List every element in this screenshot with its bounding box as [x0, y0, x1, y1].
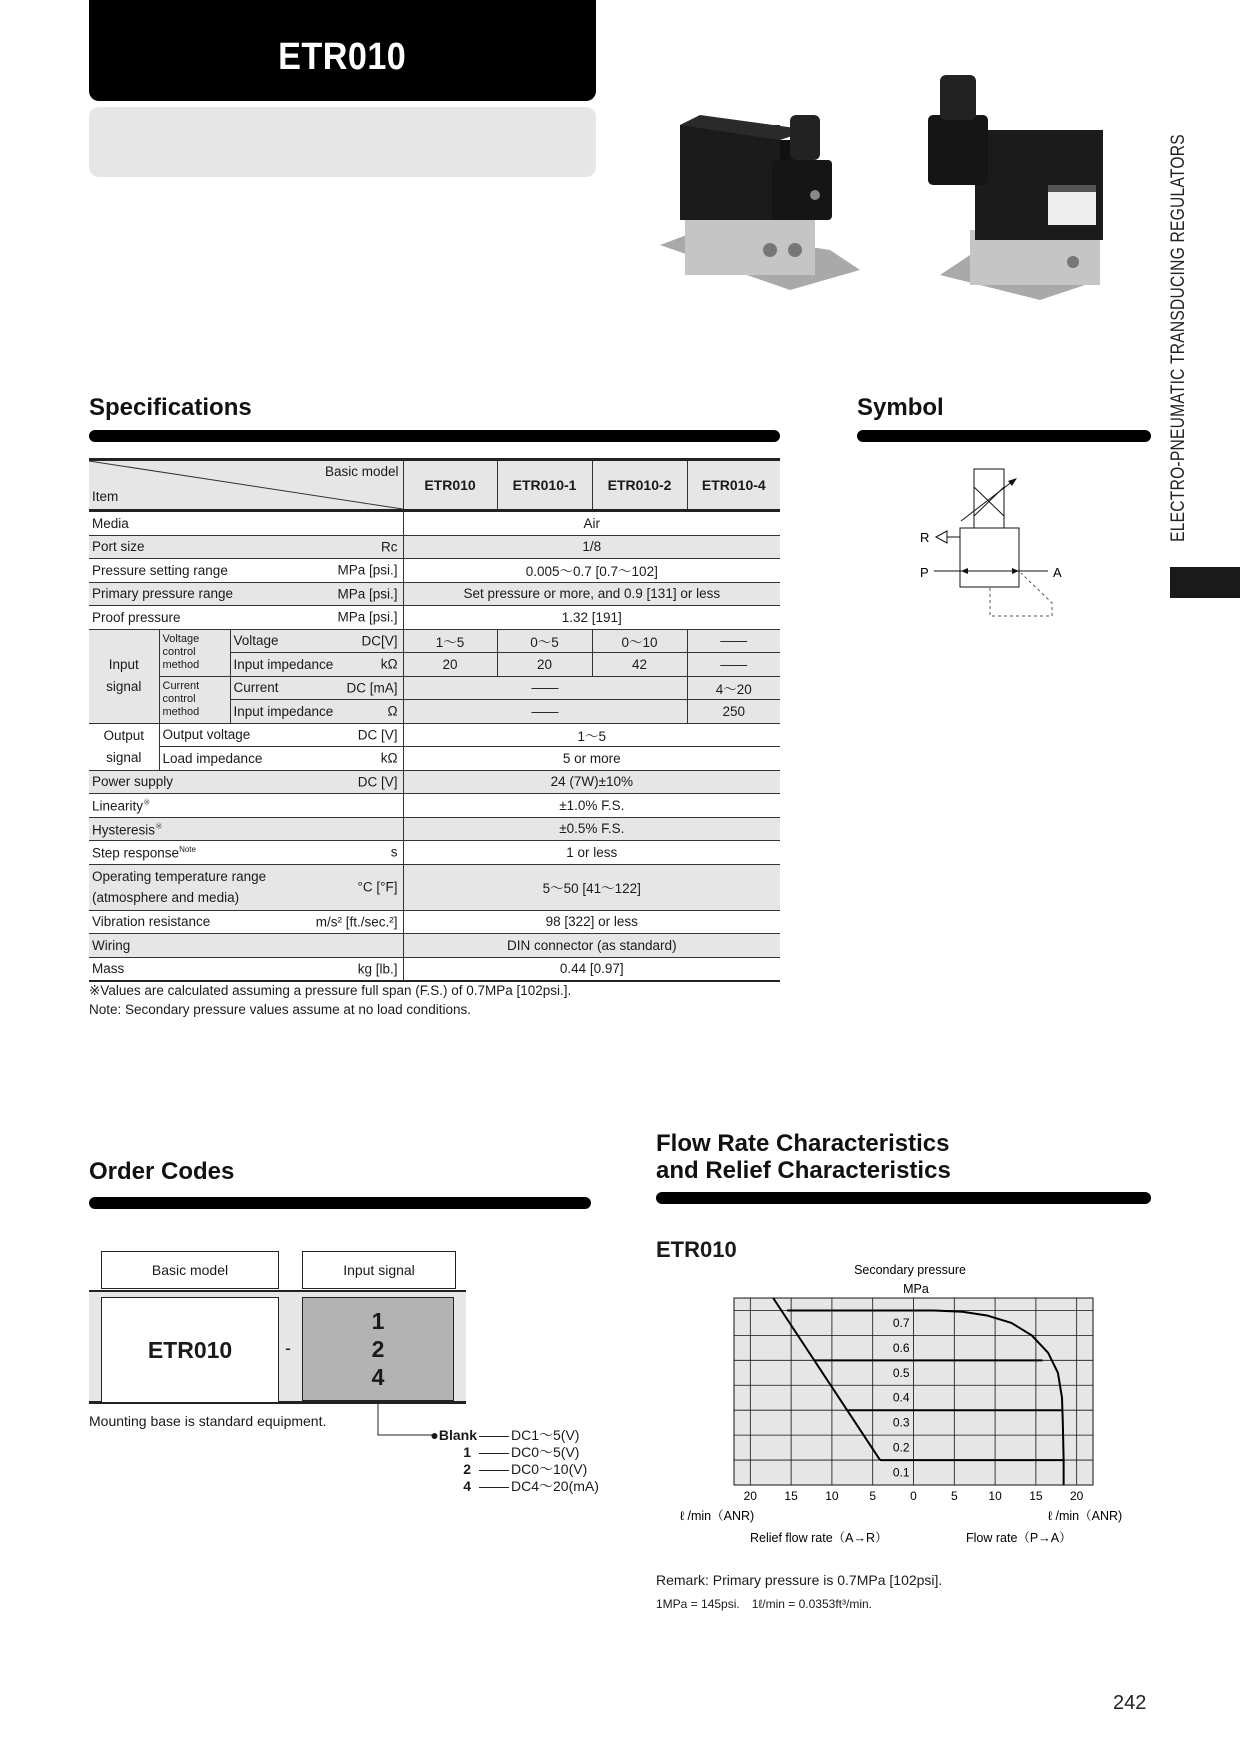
cell-value: 0～5 — [497, 629, 592, 653]
row-label: Media — [89, 511, 403, 536]
row-value: 0.005～0.7 [0.7～102] — [403, 559, 780, 583]
port-r-label: R — [920, 530, 930, 545]
row-label: Input impedance kΩ — [230, 653, 403, 677]
row-label: Wiring — [89, 934, 403, 958]
input-signal-group: Input signal — [89, 629, 159, 723]
row-label: Proof pressure MPa [psi.] — [89, 606, 403, 630]
y-tick-label: 0.7 — [892, 1315, 910, 1330]
y-axis-label: Secondary pressure — [854, 1263, 966, 1277]
row-value: 5～50 [41～122] — [403, 864, 780, 910]
row-value: Set pressure or more, and 0.9 [131] or less — [403, 582, 780, 606]
model-header: ETR010 — [403, 460, 497, 511]
table-row — [89, 582, 780, 606]
table-row — [89, 957, 780, 981]
x-tick-label: 10 — [825, 1489, 839, 1503]
row-value: ±1.0% F.S. — [403, 794, 780, 818]
row-value: DIN connector (as standard) — [403, 934, 780, 958]
legend-item: 2 DC0～10(V) — [463, 1461, 588, 1477]
flow-heading-line2: and Relief Characteristics — [656, 1157, 951, 1184]
chart-title: ETR010 — [656, 1237, 737, 1262]
row-label: Input impedance Ω — [230, 700, 403, 724]
port-p-label: P — [920, 565, 929, 580]
cell-value: ―― — [687, 629, 780, 653]
signal-code: 1 — [371, 1308, 385, 1334]
y-tick-label: 0.5 — [892, 1365, 910, 1380]
cell-value: ―― — [403, 700, 687, 724]
order-codes-rule — [89, 1197, 591, 1209]
cell-value: 20 — [497, 653, 592, 677]
cell-value: 42 — [592, 653, 687, 677]
corner-item: Item — [92, 489, 119, 504]
product-title: ETR010 — [278, 36, 407, 78]
row-label: Load impedance kΩ — [159, 747, 403, 771]
symbol-rule — [857, 430, 1151, 442]
row-value: 1.32 [191] — [403, 606, 780, 630]
row-value: ±0.5% F.S. — [403, 817, 780, 841]
x-tick-label: 5 — [869, 1489, 877, 1503]
flow-rule — [656, 1192, 1151, 1204]
specifications-heading: Specifications — [89, 394, 252, 421]
table-row — [89, 723, 780, 747]
row-value: 1/8 — [403, 535, 780, 559]
table-row — [89, 841, 780, 865]
cell-value: 0～10 — [592, 629, 687, 653]
signal-code: 2 — [371, 1336, 385, 1362]
spec-notes — [89, 981, 571, 1019]
model-header: ETR010-2 — [592, 460, 687, 511]
table-row — [89, 629, 780, 653]
x-tick-label: 20 — [1070, 1489, 1084, 1503]
row-label: Pressure setting range MPa [psi.] — [89, 559, 403, 583]
input-signal-label-box: Input signal — [302, 1251, 456, 1289]
order-codes-heading: Order Codes — [89, 1158, 235, 1185]
table-row — [89, 559, 780, 583]
table-header-row — [89, 460, 780, 511]
row-label: Hysteresis※ — [89, 817, 403, 841]
row-value: 1～5 — [403, 723, 780, 747]
x-label-right: Flow rate（P→A） — [966, 1531, 1072, 1545]
row-label: Power supply DC [V] — [89, 770, 403, 794]
legend-item: 1 DC0～5(V) — [463, 1444, 580, 1460]
order-model-box: ETR010 — [101, 1297, 279, 1403]
y-tick-label: 0.1 — [892, 1465, 910, 1480]
table-row — [89, 794, 780, 818]
row-label: Linearity※ — [89, 794, 403, 818]
chart-remark: Remark: Primary pressure is 0.7MPa [102psi]. — [656, 1572, 943, 1588]
y-tick-label: 0.3 — [892, 1415, 910, 1430]
unit-conversion: 1MPa = 145psi. 1ℓ/min = 0.0353ft³/min. — [656, 1597, 872, 1611]
row-label: Step response$^{Note}$ s — [89, 841, 403, 865]
mounting-note: Mounting base is standard equipment. — [89, 1413, 327, 1429]
basic-model-label-box: Basic model — [101, 1251, 279, 1289]
x-tick-label: 20 — [743, 1489, 757, 1503]
footnote-fs: ※Values are calculated assuming a pressure full span (F.S.) of 0.7MPa [102psi.]. — [89, 983, 572, 998]
port-a-label: A — [1053, 565, 1062, 580]
voltage-control-method: Voltage control method — [159, 629, 230, 676]
current-control-method: Current control method — [159, 676, 230, 723]
row-label: Primary pressure range MPa [psi.] — [89, 582, 403, 606]
table-row — [89, 747, 780, 771]
output-signal-group: Output signal — [89, 723, 159, 770]
cell-value: 250 — [687, 700, 780, 724]
table-row — [89, 676, 780, 700]
table-row — [89, 535, 780, 559]
y-tick-label: 0.2 — [892, 1440, 910, 1455]
cell-value: 1～5 — [403, 629, 497, 653]
y-axis-unit: MPa — [903, 1282, 929, 1296]
product-photo-front — [660, 115, 860, 290]
row-label: Operating temperature range (atmosphere and media) °C [°F] — [89, 864, 403, 910]
x-tick-label: 0 — [910, 1489, 917, 1503]
model-header: ETR010-1 — [497, 460, 592, 511]
category-side-tab — [1170, 567, 1240, 598]
flow-heading — [656, 1130, 951, 1184]
input-signal-legend — [420, 1427, 620, 1495]
row-value: 1 or less — [403, 841, 780, 865]
flow-heading-line1: Flow Rate Characteristics — [656, 1130, 950, 1157]
cell-value: 20 — [403, 653, 497, 677]
row-value: 0.44 [0.97] — [403, 957, 780, 981]
row-label: Port size Rc — [89, 535, 403, 559]
table-row — [89, 934, 780, 958]
row-value: 5 or more — [403, 747, 780, 771]
row-label: Voltage DC[V] — [230, 629, 403, 653]
footnote-load: Note: Secondary pressure values assume at no load conditions. — [89, 1002, 471, 1017]
product-title-banner — [89, 0, 596, 101]
row-value: 24 (7W)±10% — [403, 770, 780, 794]
header-corner-cell — [89, 460, 403, 511]
product-photo-side — [928, 75, 1103, 300]
x-tick-label: 10 — [988, 1489, 1002, 1503]
cell-value: ―― — [403, 676, 687, 700]
category-side-text: ELECTRO-PNEUMATIC TRANSDUCING REGULATORS — [1168, 133, 1189, 542]
legend-item: 4 DC4～20(mA) — [463, 1478, 599, 1494]
y-tick-label: 0.4 — [892, 1390, 910, 1405]
table-row — [89, 606, 780, 630]
model-header: ETR010-4 — [687, 460, 780, 511]
signal-code: 4 — [371, 1364, 385, 1390]
y-tick-label: 0.6 — [892, 1340, 910, 1355]
category-side-label — [1168, 115, 1190, 560]
subtitle-box — [89, 107, 596, 177]
cell-value: 4～20 — [687, 676, 780, 700]
specifications-rule — [89, 430, 780, 442]
legend-item: ●Blank DC1～5(V) — [430, 1427, 580, 1443]
x-unit-right: ℓ /min（ANR) — [1048, 1509, 1123, 1523]
x-unit-left: ℓ /min（ANR) — [680, 1509, 755, 1523]
table-row — [89, 864, 780, 910]
corner-basic-model: Basic model — [324, 464, 399, 479]
row-label: Vibration resistance m/s² [ft./sec.²] — [89, 910, 403, 934]
table-row — [89, 511, 780, 536]
row-label: Mass kg [lb.] — [89, 957, 403, 981]
x-tick-label: 15 — [1029, 1489, 1043, 1503]
row-value: 98 [322] or less — [403, 910, 780, 934]
order-dash: - — [285, 1338, 291, 1358]
flow-chart — [640, 1260, 1160, 1560]
table-row — [89, 910, 780, 934]
specifications-table — [89, 458, 780, 982]
row-label: Current DC [mA] — [230, 676, 403, 700]
table-row — [89, 817, 780, 841]
table-row — [89, 770, 780, 794]
x-tick-label: 5 — [950, 1489, 958, 1503]
x-label-left: Relief flow rate（A→R） — [750, 1531, 888, 1545]
x-tick-label: 15 — [784, 1489, 798, 1503]
row-label: Output voltage DC [V] — [159, 723, 403, 747]
symbol-heading: Symbol — [857, 394, 944, 421]
page-number: 242 — [1113, 1692, 1147, 1714]
cell-value: ―― — [687, 653, 780, 677]
pneumatic-symbol — [900, 450, 1100, 630]
order-signal-box — [302, 1297, 454, 1401]
row-value: Air — [403, 511, 780, 536]
product-photos — [640, 70, 1160, 310]
